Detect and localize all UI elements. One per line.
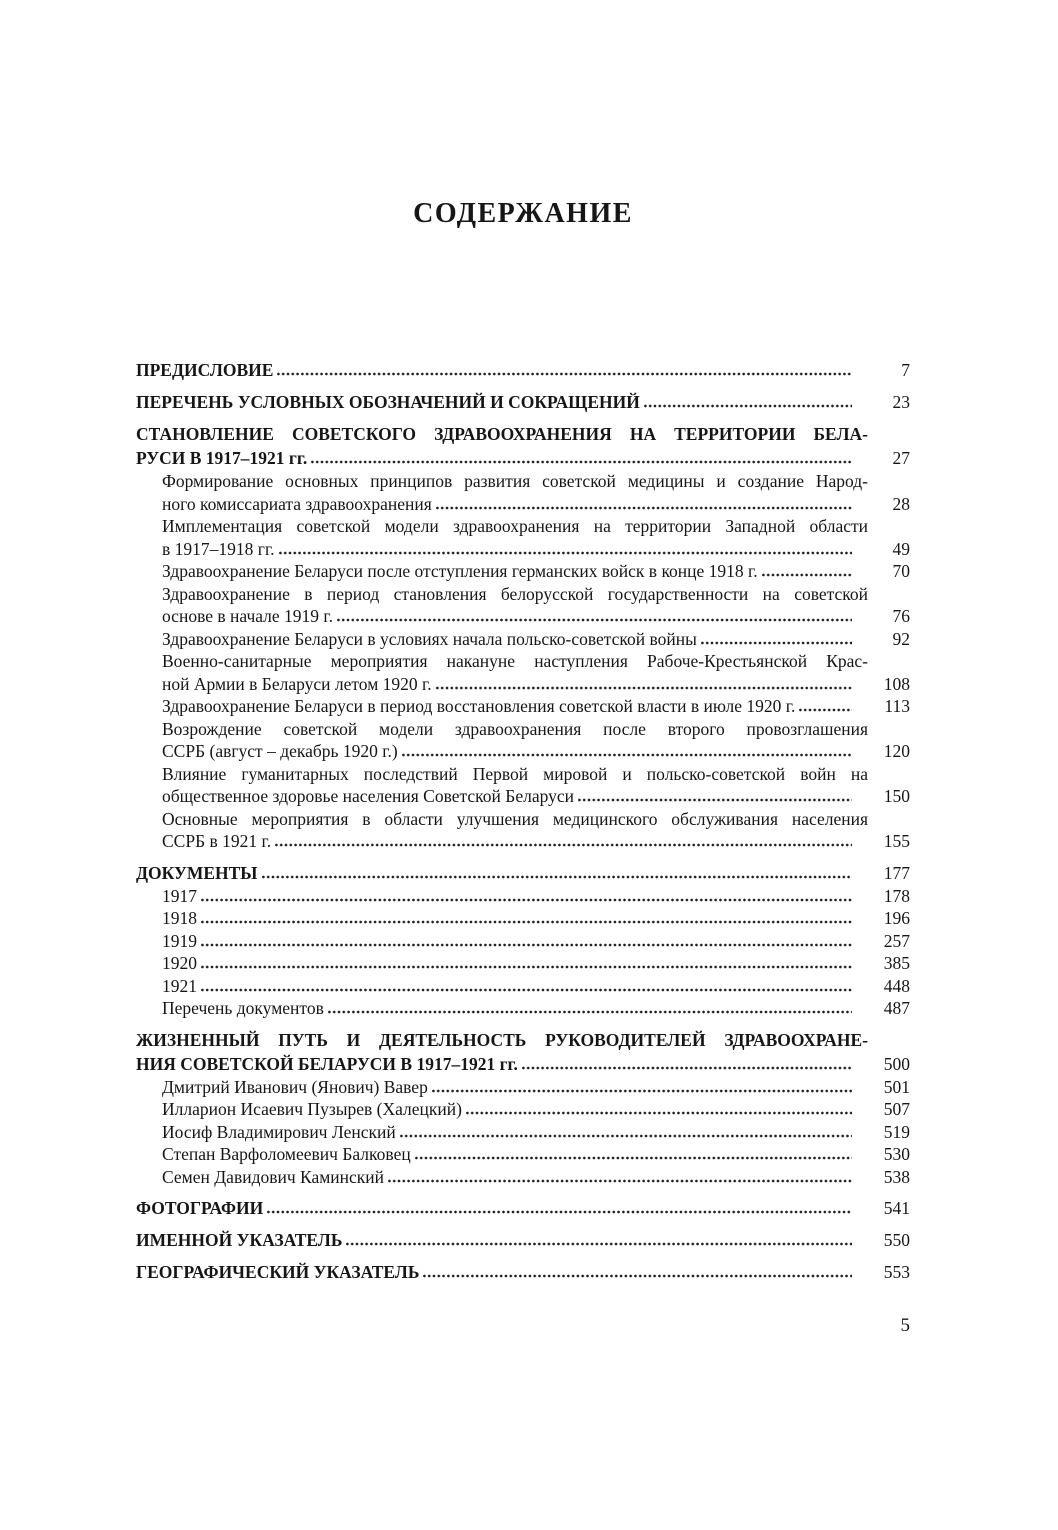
toc-entry-text-line: ПЕРЕЧЕНЬ УСЛОВНЫХ ОБОЗНАЧЕНИЙ И СОКРАЩЕНИЙ: [136, 392, 640, 412]
toc-entry: [136, 583, 910, 628]
dot-leader: [266, 1210, 852, 1214]
toc-entry-last-line: [136, 358, 910, 382]
toc-entry-page-number: 385: [883, 953, 910, 973]
toc-entry-last-line: [162, 1076, 910, 1099]
toc-entry-text-line: ССРБ в 1921 г.: [162, 831, 272, 851]
dot-leader: [465, 1111, 852, 1115]
page-title: СОДЕРЖАНИЕ: [413, 198, 633, 229]
toc-entry-text-line: ФОТОГРАФИИ: [136, 1198, 264, 1218]
dot-leader: [336, 618, 852, 622]
toc-entry: [136, 930, 910, 953]
toc-entry-page-number: 501: [883, 1076, 910, 1097]
toc-entry-page-number: 519: [883, 1121, 910, 1142]
toc-entry-page-number: 113: [884, 696, 910, 716]
toc-entry-text-line: 1917: [162, 885, 197, 906]
toc-entry: [136, 1076, 910, 1099]
toc-entry-last-line: [162, 930, 910, 953]
toc-entry-text-line: Степан Варфоломеевич Балковец: [162, 1144, 411, 1164]
toc-entry: [136, 885, 910, 908]
page-number: 5: [900, 1315, 910, 1336]
toc-entry-text-line: Военно-санитарные мероприятия накануне наступления Рабоче-Крестьянской Крас-: [162, 651, 868, 671]
toc-entry-page-number: 150: [883, 786, 910, 806]
toc-entry-last-line: [162, 907, 910, 930]
toc-entry-page-number: 92: [892, 628, 910, 649]
dot-leader: [521, 1066, 852, 1070]
toc-entry-text-line: 1918: [162, 908, 197, 928]
toc-entry-last-line: [136, 446, 910, 470]
toc-entry: [136, 808, 910, 853]
toc-entry: [136, 907, 910, 930]
toc-entry: [136, 515, 910, 560]
toc-entry: [136, 861, 910, 885]
toc-entry-page-number: 541: [883, 1198, 910, 1218]
toc-entry-page-number: 553: [883, 1262, 910, 1282]
dot-leader: [401, 753, 852, 757]
toc-entry-text-line: 1921: [162, 975, 197, 996]
toc-entry-page-number: 120: [883, 741, 910, 761]
toc-entry-text-line: Здравоохранение Беларуси в период восстановления советской власти в июле 1920 г.: [162, 696, 796, 716]
toc-entry-text-line: Основные мероприятия в области улучшения медицинского обслуживания населения: [162, 808, 868, 829]
dot-leader: [276, 372, 852, 376]
toc-entry-last-line: [136, 1196, 910, 1220]
toc-entry: [136, 1260, 910, 1284]
toc-entry-text-line: в 1917–1918 гг.: [162, 538, 275, 559]
toc-entry-last-line: [162, 785, 910, 808]
toc-entry-last-line: [162, 740, 910, 763]
toc-entry: [136, 997, 910, 1020]
toc-entry-text-line: общественное здоровье населения Советской Беларуси: [162, 786, 574, 806]
toc-entry-text-line: Влияние гуманитарных последствий Первой мировой и польско-советской войн на: [162, 763, 868, 784]
toc-entry-page-number: 550: [883, 1230, 910, 1250]
toc-entry-page-number: 196: [883, 908, 910, 928]
toc-entry-last-line: [162, 830, 910, 853]
dot-leader: [577, 798, 852, 802]
toc-entry-text-line: Иосиф Владимирович Ленский: [162, 1121, 396, 1142]
toc-entry-text-line: Возрождение советской модели здравоохранения после второго провозглашения: [162, 718, 868, 739]
toc-entry-text-line: Дмитрий Иванович (Янович) Вавер: [162, 1076, 428, 1097]
dot-leader: [200, 898, 852, 902]
dot-leader: [274, 843, 852, 847]
toc-entry-text-line: ной Армии в Беларуси летом 1920 г.: [162, 673, 432, 694]
toc-entry-last-line: [136, 1228, 910, 1252]
toc-entry-last-line: [162, 538, 910, 561]
toc-entry-page-number: 27: [892, 448, 910, 468]
toc-entry-text-line: НИЯ СОВЕТСКОЙ БЕЛАРУСИ В 1917–1921 гг.: [136, 1053, 518, 1074]
toc-entry-page-number: 70: [892, 561, 910, 581]
toc-entry-page-number: 28: [892, 493, 910, 514]
toc-entry-text-line: ИМЕННОЙ УКАЗАТЕЛЬ: [136, 1230, 343, 1250]
toc-entry-last-line: [162, 975, 910, 998]
dot-leader: [431, 1089, 852, 1093]
toc-entry-text-line: Здравоохранение в период становления белорусской государственности на советской: [162, 583, 868, 604]
toc-entry-text-line: ЖИЗНЕННЫЙ ПУТЬ И ДЕЯТЕЛЬНОСТЬ РУКОВОДИТЕЛЕЙ ЗДРАВООХРАНЕ-: [136, 1029, 868, 1050]
toc-entry-page-number: 155: [883, 831, 910, 851]
toc-entry-last-line: [162, 560, 910, 583]
toc-entry: [136, 975, 910, 998]
toc-entry: [136, 1196, 910, 1220]
toc-entry: [136, 1098, 910, 1121]
toc-entry-page-number: 177: [883, 862, 910, 883]
toc-entry-text-line: 1920: [162, 953, 197, 973]
toc-entry: [136, 1121, 910, 1144]
toc-entry-text-line: Семен Давидович Каминский: [162, 1166, 385, 1187]
toc-entry-last-line: [162, 1098, 910, 1121]
toc-entry-text-line: Здравоохранение Беларуси в условиях начала польско-советской войны: [162, 628, 697, 649]
toc-entry: [136, 763, 910, 808]
dot-leader: [345, 1242, 852, 1246]
dot-leader: [761, 573, 852, 577]
dot-leader: [327, 1010, 852, 1014]
toc-entry-text-line: Формирование основных принципов развития советской медицины и создание Народ-: [162, 471, 868, 491]
toc-entry: [136, 358, 910, 382]
toc-entry-last-line: [162, 1166, 910, 1189]
dot-leader: [798, 708, 852, 712]
toc-entry-page-number: 538: [883, 1166, 910, 1187]
dot-leader: [310, 460, 852, 464]
dot-leader: [414, 1156, 852, 1160]
toc-entry-text-line: основе в начале 1919 г.: [162, 606, 333, 626]
toc-entry-last-line: [162, 952, 910, 975]
toc-entry-last-line: [162, 673, 910, 696]
toc-entry-last-line: [162, 493, 910, 516]
toc-entry: [136, 628, 910, 651]
toc-entry-page-number: 49: [892, 538, 910, 559]
dot-leader: [435, 506, 852, 510]
toc-entry-page-number: 257: [883, 930, 910, 951]
dot-leader: [200, 988, 852, 992]
toc-entry-last-line: [136, 861, 910, 885]
toc-entry-text-line: ПРЕДИСЛОВИЕ: [136, 360, 274, 380]
toc-entry-text-line: Перечень документов: [162, 998, 324, 1018]
toc-entry-page-number: 500: [883, 1053, 910, 1074]
toc-entry-text-line: ного комиссариата здравоохранения: [162, 493, 432, 514]
dot-leader: [261, 875, 853, 879]
dot-leader: [422, 1274, 852, 1278]
toc-entry: [136, 952, 910, 975]
toc-entry: [136, 390, 910, 414]
toc-entry: [136, 560, 910, 583]
toc-entry-page-number: 530: [883, 1144, 910, 1164]
toc-entry-page-number: 7: [901, 360, 910, 380]
toc-entry-last-line: [162, 1121, 910, 1144]
dot-leader: [200, 920, 852, 924]
toc-entry-page-number: 178: [883, 885, 910, 906]
dot-leader: [399, 1134, 852, 1138]
toc-entry-text-line: ССРБ (август – декабрь 1920 г.): [162, 741, 398, 761]
toc-entry-last-line: [162, 997, 910, 1020]
toc-entry: [136, 650, 910, 695]
toc-entry-last-line: [162, 605, 910, 628]
dot-leader: [200, 943, 852, 947]
toc-entry: [136, 1166, 910, 1189]
toc-entry: [136, 695, 910, 718]
toc-entry-text-line: ДОКУМЕНТЫ: [136, 862, 258, 883]
toc-entry-page-number: 507: [883, 1099, 910, 1119]
toc-entry: [136, 1228, 910, 1252]
toc-entry-page-number: 448: [883, 975, 910, 996]
table-of-contents: [136, 358, 910, 1284]
toc-entry-text-line: СТАНОВЛЕНИЕ СОВЕТСКОГО ЗДРАВООХРАНЕНИЯ НА ТЕРРИТОРИИ БЕЛА-: [136, 424, 868, 444]
toc-entry: [136, 718, 910, 763]
toc-entry-last-line: [136, 1052, 910, 1076]
toc-entry-text-line: 1919: [162, 930, 197, 951]
toc-entry-last-line: [136, 390, 910, 414]
dot-leader: [435, 686, 852, 690]
dot-leader: [700, 641, 852, 645]
toc-entry-last-line: [162, 885, 910, 908]
toc-entry: [136, 1143, 910, 1166]
dot-leader: [387, 1179, 852, 1183]
toc-entry-text-line: Илларион Исаевич Пузырев (Халецкий): [162, 1099, 462, 1119]
toc-entry-page-number: 108: [883, 673, 910, 694]
toc-entry-last-line: [162, 695, 910, 718]
toc-entry-last-line: [162, 628, 910, 651]
dot-leader: [643, 404, 852, 408]
toc-entry: [136, 422, 910, 470]
dot-leader: [278, 551, 852, 555]
toc-entry-text-line: Здравоохранение Беларуси после отступления германских войск в конце 1918 г.: [162, 561, 758, 581]
toc-entry-last-line: [136, 1260, 910, 1284]
toc-entry-text-line: Имплементация советской модели здравоохранения на территории Западной области: [162, 516, 868, 536]
toc-entry: [136, 470, 910, 515]
dot-leader: [200, 965, 852, 969]
toc-entry-page-number: 23: [892, 392, 910, 412]
toc-entry-page-number: 487: [883, 998, 910, 1018]
toc-entry-text-line: РУСИ В 1917–1921 гг.: [136, 448, 308, 468]
toc-entry-last-line: [162, 1143, 910, 1166]
toc-entry: [136, 1028, 910, 1076]
toc-entry-page-number: 76: [892, 606, 910, 626]
toc-entry-text-line: ГЕОГРАФИЧЕСКИЙ УКАЗАТЕЛЬ: [136, 1262, 420, 1282]
